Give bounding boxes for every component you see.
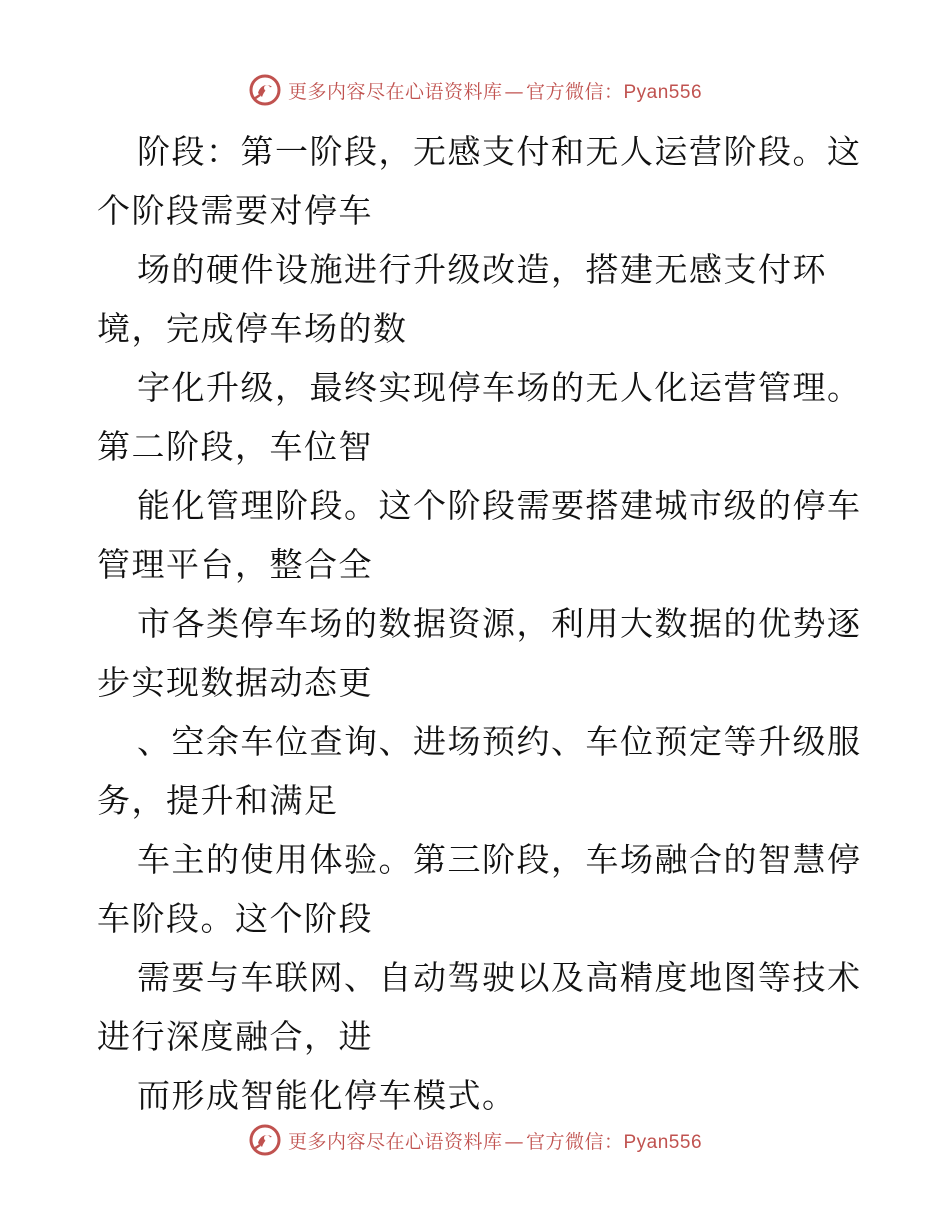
- paragraph-line: 车阶段。这个阶段: [97, 899, 373, 938]
- paragraph-line: 务，提升和满足: [97, 781, 339, 820]
- paragraph-line: 字化升级，最终实现停车场的无人化运营管理。: [137, 368, 862, 407]
- rose-logo-icon: [248, 73, 282, 107]
- paragraph-line: 需要与车联网、自动驾驶以及高精度地图等技术: [137, 958, 862, 997]
- paragraph-line: 、空余车位查询、进场预约、车位预定等升级服: [137, 722, 862, 761]
- paragraph-line: 管理平台，整合全: [97, 545, 373, 584]
- watermark-wechat-handle: Pyan556: [623, 1131, 703, 1153]
- paragraph-line: 步实现数据动态更: [97, 663, 373, 702]
- watermark-site-name: 更多内容尽在心语资料库: [287, 1130, 503, 1153]
- paragraph: [97, 1066, 857, 1125]
- paragraph-line: 而形成智能化停车模式。: [137, 1076, 517, 1115]
- watermark-site-name: 更多内容尽在心语资料库: [287, 80, 503, 103]
- document-body: [97, 122, 862, 1125]
- paragraph: [97, 240, 857, 358]
- paragraph: [97, 830, 862, 948]
- paragraph: [97, 948, 862, 1066]
- paragraph-line: 个阶段需要对停车: [97, 191, 373, 230]
- paragraph: [97, 594, 862, 712]
- watermark-dash: —: [504, 80, 524, 103]
- paragraph: [97, 476, 862, 594]
- header-watermark: [0, 70, 950, 110]
- watermark-dash: —: [504, 1130, 524, 1153]
- paragraph-line: 阶段：第一阶段，无感支付和无人运营阶段。这: [137, 132, 862, 171]
- watermark-wechat-label: 官方微信：: [525, 1130, 624, 1153]
- watermark-wechat-handle: Pyan556: [623, 81, 703, 103]
- paragraph: [97, 358, 862, 476]
- paragraph: [97, 122, 862, 240]
- footer-watermark: [0, 1120, 950, 1160]
- paragraph: [97, 712, 862, 830]
- paragraph-line: 车主的使用体验。第三阶段，车场融合的智慧停: [137, 840, 862, 879]
- rose-logo-icon: [248, 1123, 282, 1157]
- watermark-text: [288, 1127, 702, 1154]
- paragraph-line: 场的硬件设施进行升级改造，搭建无感支付环: [137, 250, 827, 289]
- paragraph-line: 第二阶段，车位智: [97, 427, 373, 466]
- paragraph-line: 境，完成停车场的数: [97, 309, 408, 348]
- paragraph-line: 进行深度融合，进: [97, 1017, 373, 1056]
- watermark-wechat-label: 官方微信：: [525, 80, 624, 103]
- paragraph-line: 市各类停车场的数据资源，利用大数据的优势逐: [137, 604, 862, 643]
- watermark-text: [288, 77, 702, 104]
- paragraph-line: 能化管理阶段。这个阶段需要搭建城市级的停车: [137, 486, 862, 525]
